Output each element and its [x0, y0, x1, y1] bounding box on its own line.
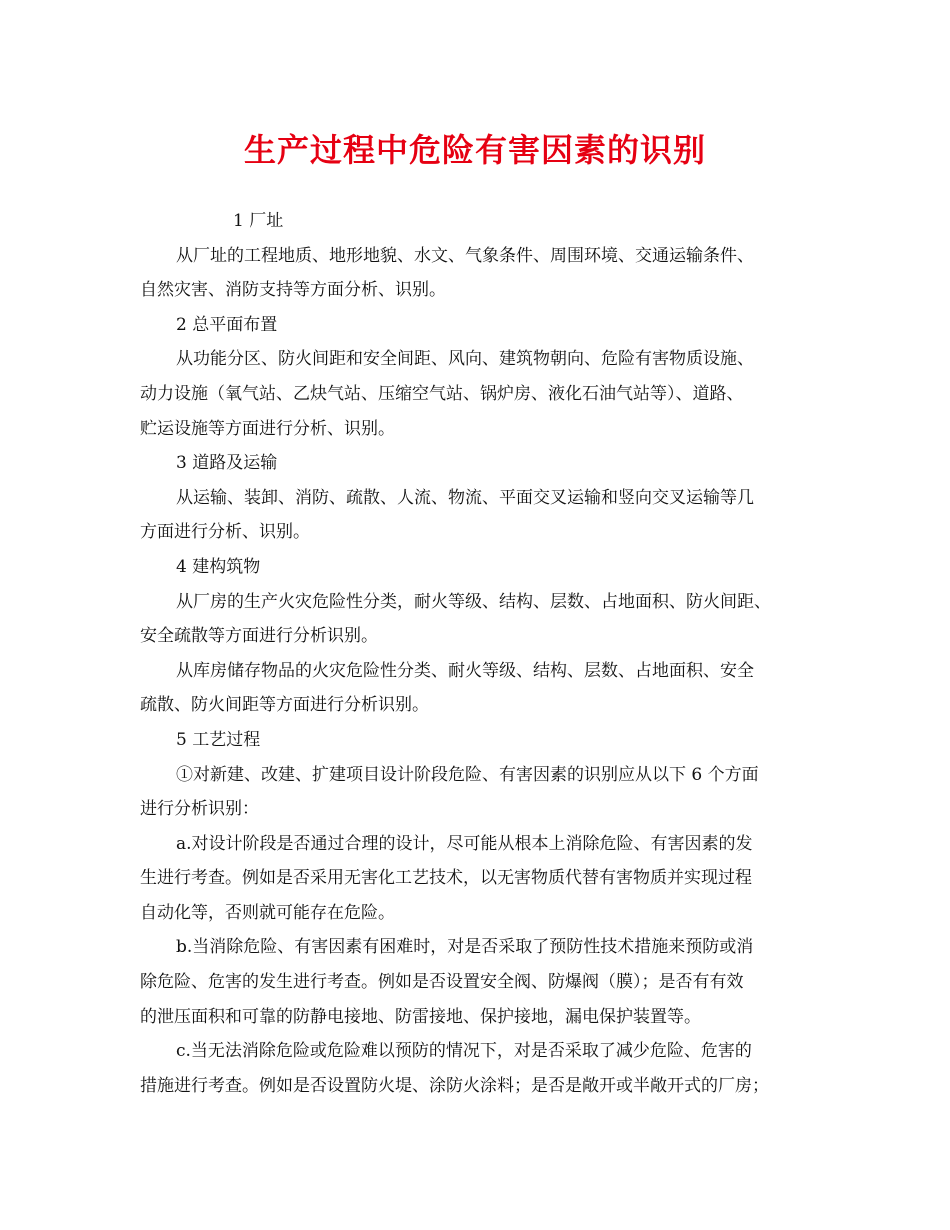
paragraph-line: 措施进行考查。例如是否设置防火堤、涂防火涂料；是否是敞开或半敞开式的厂房； — [140, 1075, 769, 1096]
document-title: 生产过程中危险有害因素的识别 — [243, 131, 706, 169]
section-heading-buildings: 4 建构筑物 — [176, 556, 261, 577]
paragraph-line: 生进行考查。例如是否采用无害化工艺技术，以无害物质代替有害物质并实现过程 — [140, 868, 752, 889]
paragraph-line: 疏散、防火间距等方面进行分析识别。 — [140, 695, 429, 716]
paragraph-line: b.当消除危险、有害因素有困难时，对是否采取了预防性技术措施来预防或消 — [176, 937, 754, 958]
paragraph-line: 除危险、危害的发生进行考查。例如是否设置安全阀、防爆阀（膜）；是否有有效 — [140, 972, 744, 993]
paragraph-line: 从厂址的工程地质、地形地貌、水文、气象条件、周围环境、交通运输条件、 — [176, 245, 754, 266]
document-body — [140, 204, 815, 1103]
paragraph-line: 从运输、装卸、消防、疏散、人流、物流、平面交叉运输和竖向交叉运输等几 — [176, 487, 754, 508]
section-heading-layout: 2 总平面布置 — [176, 314, 278, 335]
paragraph-line: c.当无法消除危险或危险难以预防的情况下，对是否采取了减少危险、危害的 — [176, 1041, 752, 1062]
paragraph-line: 的泄压面积和可靠的防静电接地、防雷接地、保护接地，漏电保护装置等。 — [140, 1006, 701, 1027]
paragraph-line: 自然灾害、消防支持等方面分析、识别。 — [140, 280, 446, 301]
paragraph-line: 自动化等，否则就可能存在危险。 — [140, 902, 395, 923]
paragraph-line: 从库房储存物品的火灾危险性分类、耐火等级、结构、层数、占地面积、安全 — [176, 660, 754, 681]
paragraph-line: ①对新建、改建、扩建项目设计阶段危险、有害因素的识别应从以下 6 个方面 — [176, 764, 759, 785]
paragraph-line: 进行分析识别： — [140, 799, 259, 820]
paragraph-line: 动力设施（氧气站、乙炔气站、压缩空气站、锅炉房、液化石油气站等）、道路、 — [140, 383, 744, 404]
paragraph-line: 方面进行分析、识别。 — [140, 522, 310, 543]
section-heading-process: 5 工艺过程 — [176, 729, 261, 750]
section-heading-site: 1 厂址 — [233, 211, 284, 231]
paragraph-line: a.对设计阶段是否通过合理的设计，尽可能从根本上消除危险、有害因素的发 — [176, 833, 753, 854]
paragraph-line: 从功能分区、防火间距和安全间距、风向、建筑物朝向、危险有害物质设施、 — [176, 349, 754, 370]
section-heading-roads: 3 道路及运输 — [176, 453, 278, 474]
paragraph-line: 贮运设施等方面进行分析、识别。 — [140, 418, 395, 439]
paragraph-line: 安全疏散等方面进行分析识别。 — [140, 626, 378, 647]
paragraph-line: 从厂房的生产火灾危险性分类，耐火等级、结构、层数、占地面积、防火间距、 — [176, 591, 771, 612]
